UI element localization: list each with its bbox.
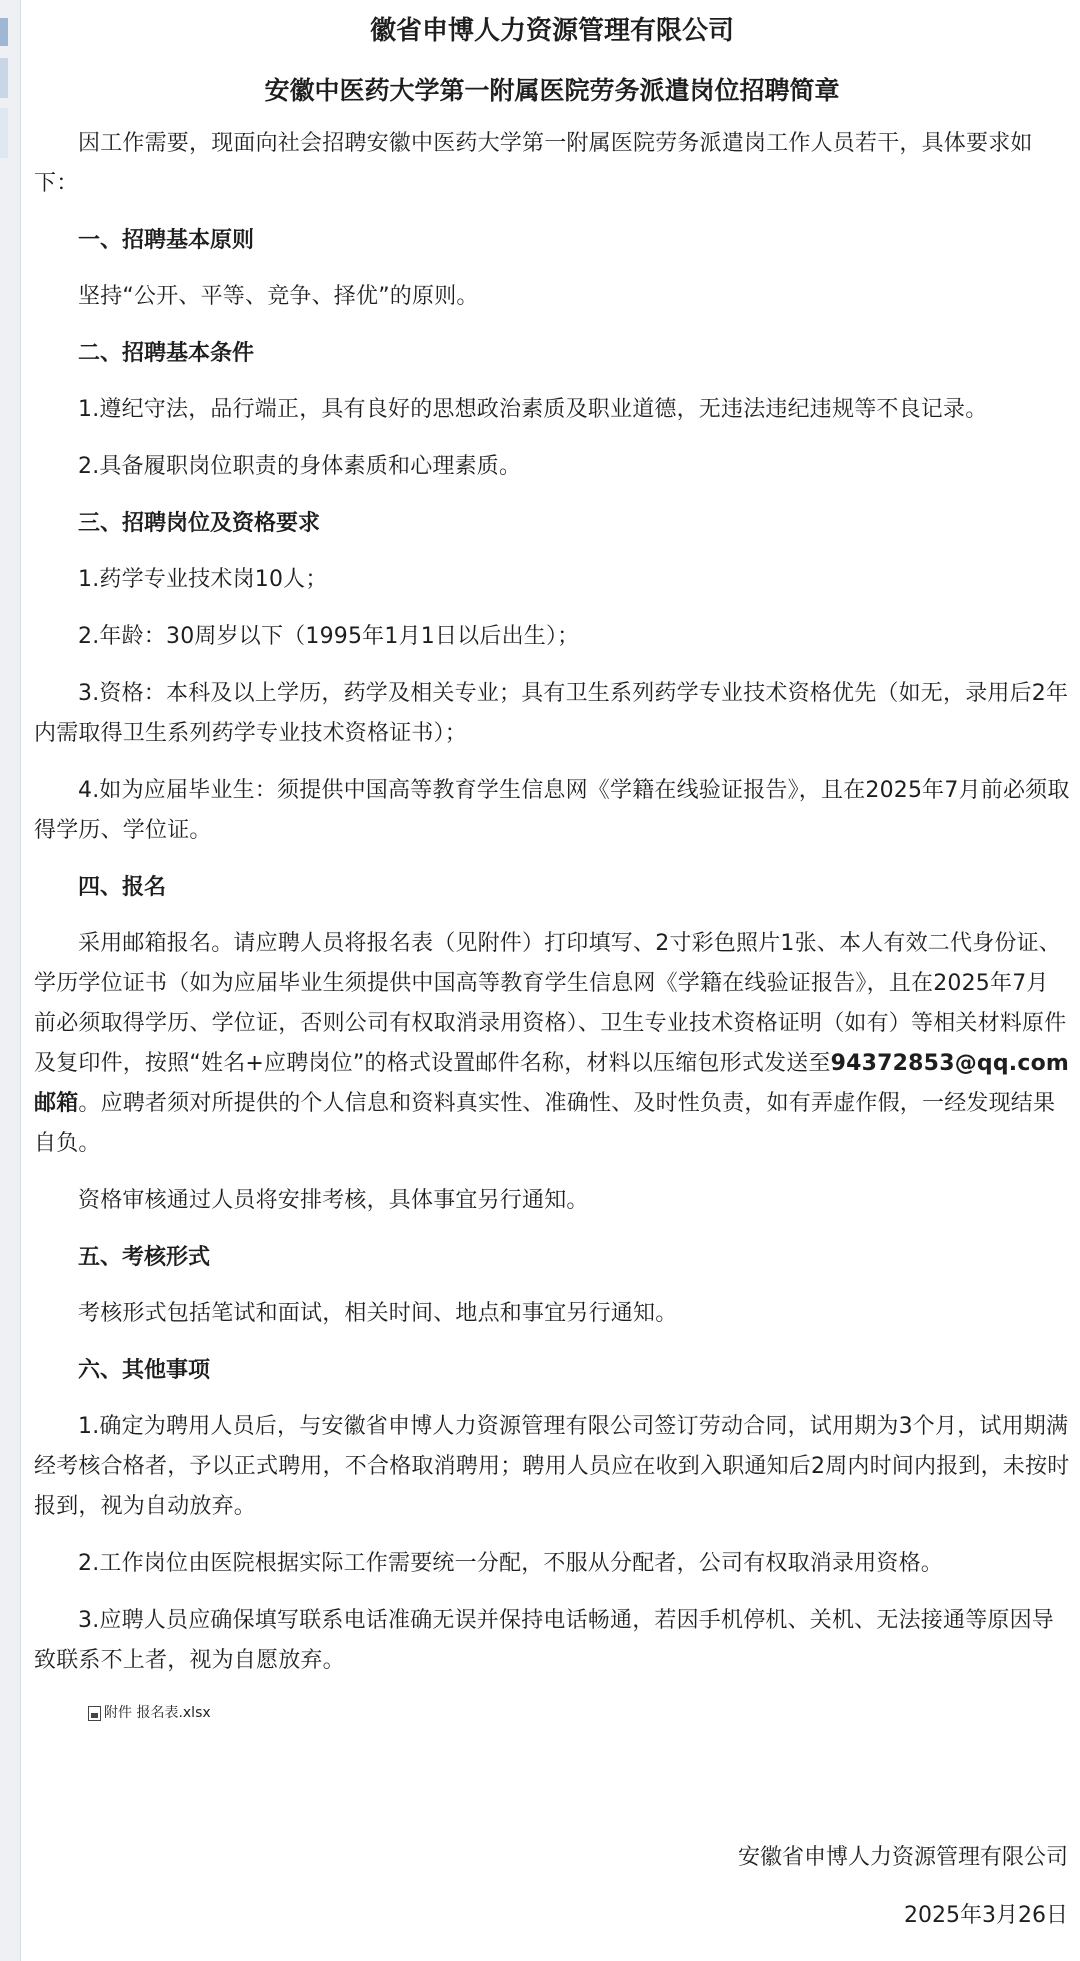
- edge-tab: [0, 18, 8, 46]
- paragraph: 3.应聘人员应确保填写联系电话准确无误并保持电话畅通，若因手机停机、关机、无法接通等原因导致联系不上者，视为自愿放弃。: [34, 1608, 1054, 1673]
- intro-paragraph: 因工作需要，现面向社会招聘安徽中医药大学第一附属医院劳务派遣岗工作人员若干，具体要求如下：: [34, 131, 1033, 196]
- paragraph: 考核形式包括笔试和面试，相关时间、地点和事宜另行通知。: [78, 1301, 678, 1326]
- paragraph: 坚持“公开、平等、竞争、择优”的原则。: [78, 284, 479, 309]
- email-address: 94372853@qq.com邮箱: [34, 1051, 1070, 1116]
- document-title: 安徽中医药大学第一附属医院劳务派遣岗位招聘简章: [264, 76, 840, 105]
- paragraph: 3.资格：本科及以上学历，药学及相关专业；具有卫生系列药学专业技术资格优先（如无，录用后2年内需取得卫生系列药学专业技术资格证书）；: [34, 681, 1069, 746]
- paragraph: 1.遵纪守法，品行端正，具有良好的思想政治素质及职业道德，无违法违纪违规等不良记录。: [78, 397, 988, 422]
- section-heading-positions: 三、招聘岗位及资格要求: [78, 511, 321, 536]
- paragraph: 2.年龄：30周岁以下（1995年1月1日以后出生）；: [78, 624, 580, 649]
- registration-text: 采用邮箱报名。请应聘人员将报名表（见附件）打印填写、2寸彩色照片1张、本人有效二代身份证、学历学位证书（如为应届毕业生须提供中国高等教育学生信息网《学籍在线验证报告》，且在2025年7月前必须取得学历、学位证，否则公司有权取消录用资格）、卫生专业技术资格证明（如有）等相关材料原件及复印件，按照“姓名+应聘岗位”的格式设置邮件名称，材料以压缩包形式发送至: [34, 931, 1067, 1076]
- attachment-link[interactable]: [88, 1698, 1070, 1728]
- left-edge-strip: [0, 0, 21, 1961]
- section-heading-principles: 一、招聘基本原则: [78, 228, 255, 253]
- paragraph: 1.药学专业技术岗10人；: [78, 567, 328, 592]
- paragraph: 2.具备履职岗位职责的身体素质和心理素质。: [78, 454, 522, 479]
- footer-organization: 安徽省申博人力资源管理有限公司: [737, 1845, 1068, 1870]
- footer-date: 2025年3月26日: [904, 1903, 1068, 1928]
- registration-paragraph: [34, 924, 1070, 1164]
- paragraph: 1.确定为聘用人员后，与安徽省申博人力资源管理有限公司签订劳动合同，试用期为3个月，试用期满经考核合格者，予以正式聘用，不合格取消聘用；聘用人员应在收到入职通知后2周内时间内报到，未按时报到，视为自动放弃。: [34, 1414, 1070, 1519]
- company-header: 徽省申博人力资源管理有限公司: [369, 16, 734, 46]
- section-heading-other: 六、其他事项: [78, 1358, 211, 1383]
- attachment-label: 附件 报名表.xlsx: [104, 1705, 211, 1721]
- paragraph: 2.工作岗位由医院根据实际工作需要统一分配，不服从分配者，公司有权取消录用资格。: [78, 1551, 943, 1576]
- paragraph: 4.如为应届毕业生：须提供中国高等教育学生信息网《学籍在线验证报告》，且在2025年7月前必须取得学历、学位证。: [34, 778, 1070, 843]
- section-heading-conditions: 二、招聘基本条件: [78, 341, 255, 366]
- paragraph: 资格审核通过人员将安排考核，具体事宜另行通知。: [78, 1188, 589, 1213]
- registration-text: 。应聘者须对所提供的个人信息和资料真实性、准确性、及时性负责，如有弄虚作假，一经发现结果自负。: [34, 1091, 1056, 1156]
- edge-tab: [0, 58, 8, 98]
- section-heading-assessment: 五、考核形式: [78, 1245, 211, 1270]
- edge-tab: [0, 108, 8, 158]
- document-body: [34, 8, 1070, 1728]
- file-icon: [88, 1706, 101, 1721]
- section-heading-registration: 四、报名: [78, 875, 167, 900]
